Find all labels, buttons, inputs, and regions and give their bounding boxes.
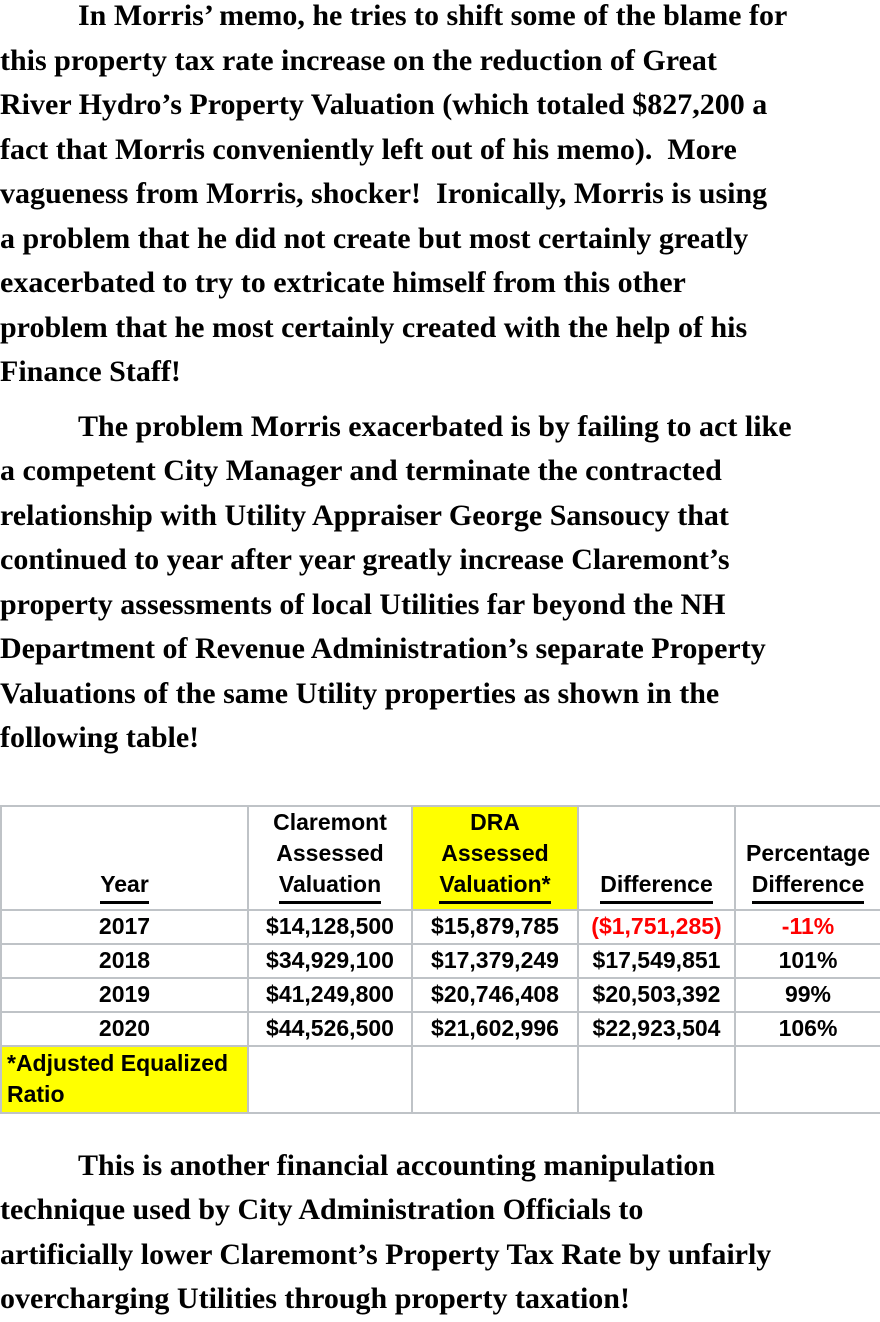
text-line: relationship with Utility Appraiser George Sansoucy that [0, 498, 729, 532]
table-cell: $44,526,500 [248, 1012, 412, 1046]
table-cell: 2018 [1, 944, 248, 978]
footnote-line: Ratio [7, 1081, 65, 1107]
text-line: a competent City Manager and terminate the contracted [0, 454, 722, 487]
empty-cell [735, 1046, 880, 1113]
table-cell: $34,929,100 [248, 944, 412, 978]
valuation-table-footer [1, 1046, 880, 1113]
text-line: fact that Morris conveniently left out of his memo). More [0, 132, 737, 166]
text-line: River Hydro’s Property Valuation (which totaled $827,200 a [0, 88, 768, 121]
empty-cell [412, 1046, 578, 1113]
table-header-row [1, 806, 880, 910]
table-cell: -11% [735, 910, 880, 944]
column-header [1, 806, 248, 910]
table-cell: 106% [735, 1012, 880, 1046]
table-cell: 101% [735, 944, 880, 978]
text-line: this property tax rate increase on the reduction of Great [0, 43, 717, 77]
column-header-line: Valuation [249, 869, 411, 904]
table-cell: ($1,751,285) [578, 910, 735, 944]
text-line: exacerbated to try to extricate himself from this other [0, 266, 686, 299]
column-header [412, 806, 578, 910]
text-line: In Morris’ memo, he tries to shift some of the blame for [78, 0, 788, 32]
text-line: Valuations of the same Utility properties as shown in the [0, 676, 720, 710]
table-cell: $20,503,392 [578, 978, 735, 1012]
column-header-line: DRA [470, 808, 520, 835]
text-line: Finance Staff! [0, 355, 181, 388]
table-cell: $15,879,785 [412, 910, 578, 944]
paragraph-morris-memo [0, 0, 880, 395]
column-header-line: Valuation* [413, 869, 577, 904]
footnote-line: *Adjusted Equalized [7, 1050, 229, 1076]
column-header-line: Assessed [441, 839, 549, 866]
text-line: continued to year after year greatly increase Claremont’s [0, 543, 730, 576]
column-header-line: Assessed [276, 839, 384, 866]
table-cell: $22,923,504 [578, 1012, 735, 1046]
table-cell: $17,379,249 [412, 944, 578, 978]
text-line: property assessments of local Utilities far beyond the NH [0, 587, 726, 621]
text-line: a problem that he did not create but most certainly greatly [0, 221, 749, 255]
table-cell: 2020 [1, 1012, 248, 1046]
table-cell: $20,746,408 [412, 978, 578, 1012]
table-cell: 99% [735, 978, 880, 1012]
table-row [1, 910, 880, 944]
footnote-cell [1, 1046, 248, 1113]
column-header-line: Year [2, 869, 247, 904]
text-line: following table! [0, 721, 200, 754]
table-cell: $21,602,996 [412, 1012, 578, 1046]
table-row [1, 978, 880, 1012]
valuation-table-body [1, 910, 880, 1046]
table-cell: $41,249,800 [248, 978, 412, 1012]
text-line: The problem Morris exacerbated is by failing to act like [78, 409, 792, 443]
text-line: artificially lower Claremont’s Property Tax Rate by unfairly [0, 1237, 772, 1271]
column-header [248, 806, 412, 910]
valuation-table-header [1, 806, 880, 910]
text-line: problem that he most certainly created with the help of his [0, 310, 748, 344]
text-line: vagueness from Morris, shocker! Ironically, Morris is using [0, 177, 768, 210]
table-cell: 2017 [1, 910, 248, 944]
table-row [1, 944, 880, 978]
empty-cell [248, 1046, 412, 1113]
table-cell: $14,128,500 [248, 910, 412, 944]
paragraph-conclusion [0, 1144, 880, 1322]
table-row [1, 1012, 880, 1046]
column-header [578, 806, 735, 910]
text-line: Department of Revenue Administration’s separate Property [0, 632, 766, 665]
valuation-table [0, 805, 880, 1114]
empty-cell [578, 1046, 735, 1113]
column-header-line: Difference [736, 869, 880, 904]
text-line: This is another financial accounting manipulation [78, 1148, 716, 1182]
text-line: technique used by City Administration Officials to [0, 1193, 644, 1226]
column-header-line: Percentage [745, 839, 870, 866]
table-cell: 2019 [1, 978, 248, 1012]
text-line: overcharging Utilities through property taxation! [0, 1282, 630, 1315]
column-header [735, 806, 880, 910]
column-header-line: Difference [579, 869, 734, 904]
column-header-line: Claremont [273, 808, 387, 835]
table-cell: $17,549,851 [578, 944, 735, 978]
paragraph-problem-exacerbated [0, 405, 880, 761]
table-footnote-row [1, 1046, 880, 1113]
